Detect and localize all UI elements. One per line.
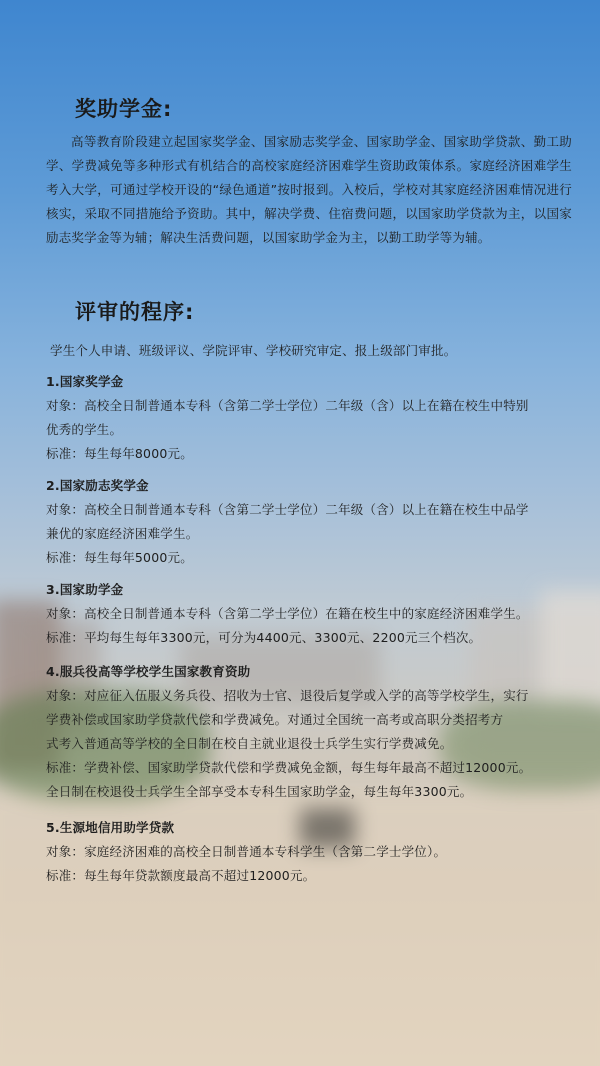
item-title-4: 4.服兵役高等学校学生国家教育资助 <box>46 664 251 679</box>
item-title-3: 3.国家助学金 <box>46 582 124 597</box>
item-line: 标准：每生每年贷款额度最高不超过12000元。 <box>46 868 316 883</box>
review-heading: 评审的程序: <box>75 300 195 324</box>
item-line: 学费补偿或国家助学贷款代偿和学费减免。对通过全国统一高考或高职分类招考方 <box>46 712 504 727</box>
item-line: 对象：对应征入伍服义务兵役、招收为士官、退役后复学或入学的高等学校学生，实行 <box>46 688 529 703</box>
item-line: 标准：每生每年5000元。 <box>46 550 193 565</box>
item-line: 式考入普通高等学校的全日制在校自主就业退役士兵学生实行学费减免。 <box>46 736 453 751</box>
item-line: 对象：家庭经济困难的高校全日制普通本专科学生（含第二学士学位）。 <box>46 844 447 859</box>
item-line: 优秀的学生。 <box>46 422 123 437</box>
item-line: 全日制在校退役士兵学生全部享受本专科生国家助学金，每生每年3300元。 <box>46 784 473 799</box>
aid-heading: 奖助学金: <box>75 97 173 121</box>
aid-paragraph: 高等教育阶段建立起国家奖学金、国家励志奖学金、国家助学金、国家助学贷款、勤工助学、学费减免等多种形式有机结合的高校家庭经济困难学生资助政策体系。家庭经济困难学生考入大学，可通过学校开设的“绿色通道”按时报到。入校后，学校对其家庭经济困难情况进行核实，采取不同措施给予资助。其中，解决学费、住宿费问题，以国家助学贷款为主，以国家励志奖学金等为辅；解决生活费问题，以国家助学金为主，以勤工助学等为辅。 <box>46 134 572 245</box>
item-line: 标准：每生每年8000元。 <box>46 446 193 461</box>
item-title-5: 5.生源地信用助学贷款 <box>46 820 175 835</box>
item-title-1: 1.国家奖学金 <box>46 374 124 389</box>
item-line: 对象：高校全日制普通本专科（含第二学士学位）二年级（含）以上在籍在校生中特别 <box>46 398 529 413</box>
review-intro: 学生个人申请、班级评议、学院评审、学校研究审定、报上级部门审批。 <box>50 343 457 358</box>
item-line: 标准：平均每生每年3300元，可分为4400元、3300元、2200元三个档次。 <box>46 630 482 645</box>
item-line: 标准：学费补偿、国家助学贷款代偿和学费减免金额，每生每年最高不超过12000元。 <box>46 760 532 775</box>
item-line: 对象：高校全日制普通本专科（含第二学士学位）二年级（含）以上在籍在校生中品学 <box>46 502 529 517</box>
item-title-2: 2.国家励志奖学金 <box>46 478 149 493</box>
item-line: 对象：高校全日制普通本专科（含第二学士学位）在籍在校生中的家庭经济困难学生。 <box>46 606 529 621</box>
item-line: 兼优的家庭经济困难学生。 <box>46 526 199 541</box>
